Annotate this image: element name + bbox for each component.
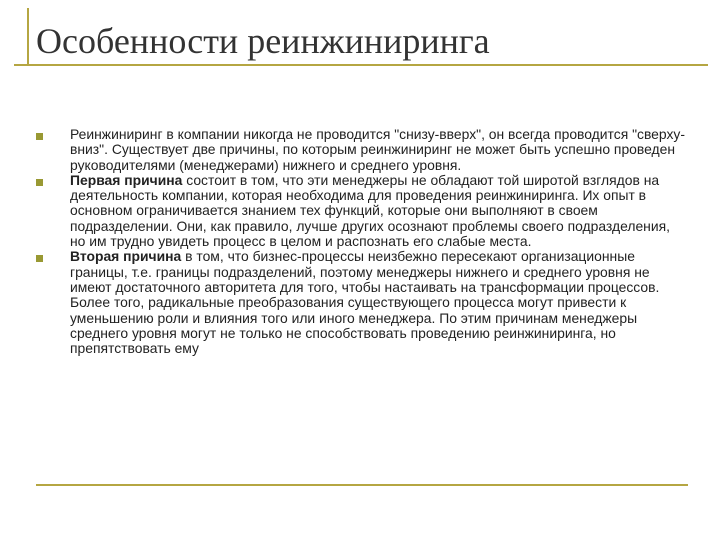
list-item <box>36 173 686 249</box>
square-bullet-icon <box>36 179 43 186</box>
square-bullet-icon <box>36 255 43 262</box>
slide-title: Особенности реинжиниринга <box>36 21 490 61</box>
bullet-text: состоит в том, что эти менеджеры не обладают той широтой взглядов на деятельность компании, которая необходима для проведения реинжиниринга. Их опыт в основном ограничивается знанием тех функций, которые они выполняют в своем подразделении. Они, как правило, лучше других осознают проблемы своего подразделения, но им трудно увидеть процесс в целом и распознать его слабые места. <box>70 171 670 250</box>
title-accent-vertical-line <box>27 8 29 66</box>
square-bullet-icon <box>36 133 43 140</box>
title-underline <box>14 64 708 66</box>
bullet-bold-lead: Первая причина <box>70 171 183 188</box>
bullet-bold-lead: Вторая причина <box>70 248 182 265</box>
footer-line <box>36 484 688 486</box>
bullet-text: в том, что бизнес-процессы неизбежно пересекают организационные границы, т.е. границы подразделений, поэтому менеджеры нижнего и среднего уровня не имеют достаточного авторитета для того, чтобы настаивать на трансформации процессов. Более того, радикальные преобразования существующего процесса могут привести к уменьшению роли и влияния того или иного менеджера. По этим причинам менеджеры среднего уровня могут не только не способствовать проведению реинжиниринга, но препятствовать ему <box>70 248 660 357</box>
list-item <box>36 249 686 356</box>
bullet-list <box>36 127 686 356</box>
list-item <box>36 127 686 173</box>
bullet-text: Реинжиниринг в компании никогда не проводится "снизу-вверх", он всегда проводится "сверху- вниз". Существует две причины, по которым реинжиниринг не может быть успешно проведен руководителями (менеджерами) нижнего и среднего уровня. <box>70 126 685 173</box>
